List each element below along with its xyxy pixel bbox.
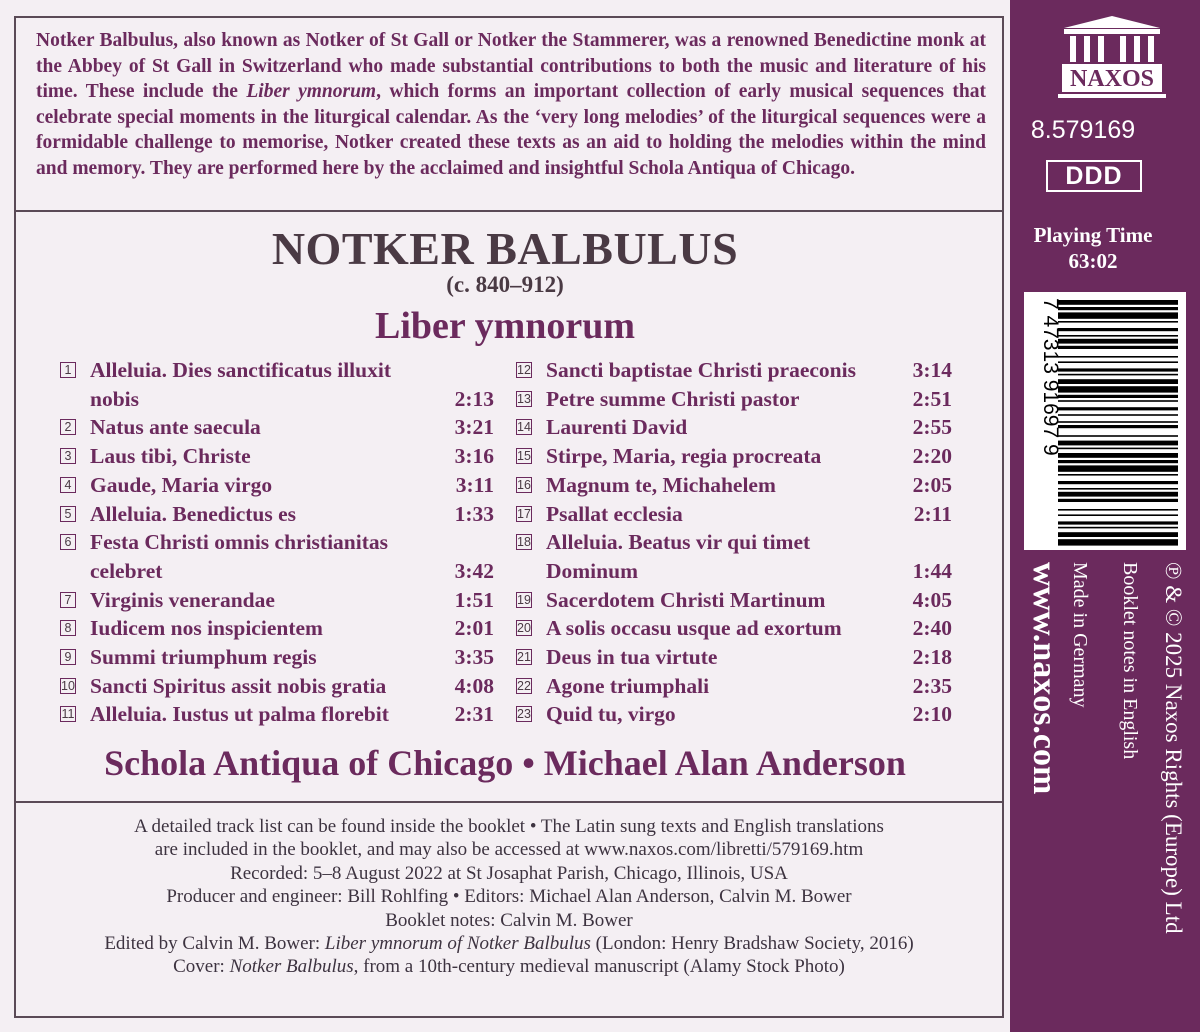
track-title: Laus tibi, Christe [90, 444, 251, 469]
credits-text: (London: Henry Bradshaw Society, 2016) [590, 933, 914, 955]
track-item [516, 643, 952, 672]
credits-line: Booklet notes: Calvin M. Bower [385, 909, 633, 931]
track-duration: 3:35 [454, 645, 494, 670]
track-item [60, 413, 494, 442]
intro-text-1: Notker Balbulus, also known as Notker of St Gall or Notker the Stammerer, was a renowned Benedictine monk at the Abbey of St Gall in Switzerland who made substantial contributions to both the music and literature of his time. These include the [36, 30, 986, 103]
track-title: Sacerdotem Christi Martinum [546, 587, 826, 612]
track-duration: 1:44 [912, 558, 952, 583]
track-number: 21 [517, 650, 531, 665]
track-number: 7 [60, 592, 76, 608]
credits-text: Edited by Calvin M. Bower: [104, 933, 325, 955]
track-duration: 2:31 [454, 702, 494, 727]
track-title: Alleluia. Iustus ut palma florebit [90, 702, 389, 727]
track-number: 19 [517, 592, 531, 607]
credits-text: , from a 10th-century medieval manuscript (Alamy Stock Photo) [353, 956, 845, 978]
track-number: 4 [60, 477, 76, 493]
credits-italic: Notker Balbulus [229, 956, 354, 978]
made-in: Made in Germany [1069, 562, 1091, 708]
barcode-icon [1024, 292, 1186, 550]
track-duration: 2:55 [912, 415, 952, 440]
track-number: 9 [60, 649, 76, 665]
track-item [60, 643, 494, 672]
copyright-notice: ℗ & © 2025 Naxos Rights (Europe) Ltd [1161, 562, 1186, 934]
composer-name: NOTKER BALBULUS [271, 223, 739, 274]
track-number: 11 [61, 707, 75, 722]
track-title: Deus in tua virtute [546, 645, 718, 670]
track-title: Virginis venerandae [90, 587, 275, 612]
track-title: Iudicem nos inspicientem [90, 616, 323, 641]
track-item [516, 586, 952, 615]
playing-time-value: 63:02 [1068, 249, 1118, 273]
barcode-digits: 7 47313 91697 9 [1039, 298, 1062, 456]
track-title: Alleluia. Beatus vir qui timet Dominum [546, 530, 811, 583]
track-title: Petre summe Christi pastor [546, 386, 800, 411]
track-number: 18 [517, 535, 531, 550]
track-title: Festa Christi omnis christianitas celebret [90, 530, 389, 583]
track-duration: 2:20 [912, 444, 952, 469]
track-duration: 3:16 [454, 444, 494, 469]
playing-time-label: Playing Time [1033, 223, 1153, 247]
track-title: A solis occasu usque ad exortum [546, 616, 842, 641]
track-duration: 2:13 [454, 386, 494, 411]
track-duration: 2:05 [912, 472, 952, 497]
track-item [60, 500, 494, 529]
track-item [60, 471, 494, 500]
track-item [516, 356, 952, 385]
track-item [516, 700, 952, 729]
track-duration: 3:14 [912, 358, 952, 382]
track-number: 12 [517, 363, 531, 377]
ddd-badge: DDD [1046, 160, 1142, 192]
track-number: 10 [61, 678, 75, 693]
credits-line [20, 955, 998, 978]
track-number: 1 [60, 362, 76, 378]
track-number: 6 [60, 534, 76, 550]
credits-line: Producer and engineer: Bill Rohlfing • Editors: Michael Alan Anderson, Calvin M. Bower [166, 886, 852, 908]
track-duration: 2:01 [454, 616, 494, 641]
track-title: Gaude, Maria virgo [90, 472, 273, 497]
track-number: 5 [60, 506, 76, 522]
track-item [516, 413, 952, 442]
performers: Schola Antiqua of Chicago • Michael Alan Anderson [104, 743, 906, 783]
credits-line: A detailed track list can be found inside the booklet • The Latin sung texts and English translations [134, 816, 884, 837]
track-item [60, 356, 494, 413]
track-title: Quid tu, virgo [546, 702, 676, 727]
track-title: Psallat ecclesia [546, 501, 683, 526]
track-duration: 2:10 [912, 702, 952, 727]
track-duration: 4:08 [454, 673, 494, 698]
track-item [60, 700, 494, 729]
track-title: Magnum te, Michahelem [546, 472, 776, 497]
track-item [60, 586, 494, 615]
intro-text-2: , which forms an important collection of early musical sequences that celebrate special moments in the liturgical calendar. As the ‘very long melodies’ of the liturgical sequences were a formidable challenge to memorise, Notker created these texts as an aid to holding the melodies within the mind and memory. They are performed here by the acclaimed and insightful Schola Antiqua of Chicago. [36, 81, 986, 179]
track-duration: 1:51 [454, 587, 494, 612]
track-item [516, 528, 952, 585]
naxos-logo-icon [1058, 14, 1166, 100]
credits [20, 815, 998, 979]
track-number: 23 [517, 707, 531, 722]
track-list-right [516, 356, 952, 729]
track-title: Sancti Spiritus assit nobis gratia [90, 673, 387, 698]
track-item [60, 672, 494, 701]
track-list-left [60, 356, 494, 729]
track-duration: 2:11 [913, 501, 952, 526]
playing-time [1020, 222, 1166, 274]
intro-paragraph [36, 28, 986, 182]
track-item [60, 442, 494, 471]
logo-text: NAXOS [1069, 66, 1155, 92]
track-title: Agone triumphali [546, 673, 710, 698]
track-title: Stirpe, Maria, regia procreata [546, 444, 822, 469]
divider-bottom [14, 801, 1004, 803]
credits-line: Recorded: 5–8 August 2022 at St Josaphat Parish, Chicago, Illinois, USA [230, 862, 788, 884]
track-duration: 4:05 [912, 587, 952, 612]
track-item [516, 385, 952, 414]
track-number: 17 [517, 506, 531, 521]
track-item [516, 500, 952, 529]
track-duration: 2:35 [912, 673, 952, 698]
credits-line [20, 932, 998, 955]
website-url: www.naxos.com [1026, 562, 1063, 795]
track-duration: 3:11 [455, 472, 494, 497]
track-number: 13 [517, 391, 531, 406]
track-number: 2 [60, 419, 76, 435]
track-title: Alleluia. Benedictus es [90, 501, 297, 526]
work-title: Liber ymnorum [374, 305, 636, 347]
catalog-number: 8.579169 [1030, 116, 1136, 144]
track-title: Sancti baptistae Christi praeconis [546, 358, 856, 382]
track-duration: 2:18 [912, 645, 952, 670]
credits-line: are included in the booklet, and may also be accessed at www.naxos.com/libretti/579169.htm [154, 839, 864, 861]
track-number: 20 [517, 621, 531, 636]
intro-work-title: Liber ymnorum [246, 81, 377, 103]
track-title: Laurenti David [546, 415, 688, 440]
track-title: Summi triumphum regis [90, 645, 317, 670]
track-number: 3 [60, 448, 76, 464]
barcode [1024, 292, 1186, 550]
track-number: 8 [60, 620, 76, 636]
track-duration: 2:40 [912, 616, 952, 641]
track-number: 16 [517, 477, 531, 492]
divider-top [14, 210, 1004, 212]
track-duration: 2:51 [912, 386, 952, 411]
credits-italic: Liber ymnorum of Notker Balbulus [324, 933, 591, 955]
track-item [60, 528, 494, 585]
track-item [516, 471, 952, 500]
track-title: Natus ante saecula [90, 415, 261, 440]
track-number: 15 [517, 449, 531, 464]
track-duration: 1:33 [454, 501, 494, 526]
track-item [516, 614, 952, 643]
track-item [516, 442, 952, 471]
track-duration: 3:42 [454, 558, 494, 583]
track-title: Alleluia. Dies sanctificatus illuxit nobis [90, 358, 391, 411]
track-item [516, 672, 952, 701]
track-item [60, 614, 494, 643]
track-number: 22 [517, 678, 531, 693]
track-duration: 3:21 [454, 415, 494, 440]
track-number: 14 [517, 420, 531, 435]
credits-text: Cover: [173, 956, 230, 978]
booklet-notes-language: Booklet notes in English [1119, 562, 1141, 760]
composer-dates: (c. 840–912) [446, 272, 564, 297]
